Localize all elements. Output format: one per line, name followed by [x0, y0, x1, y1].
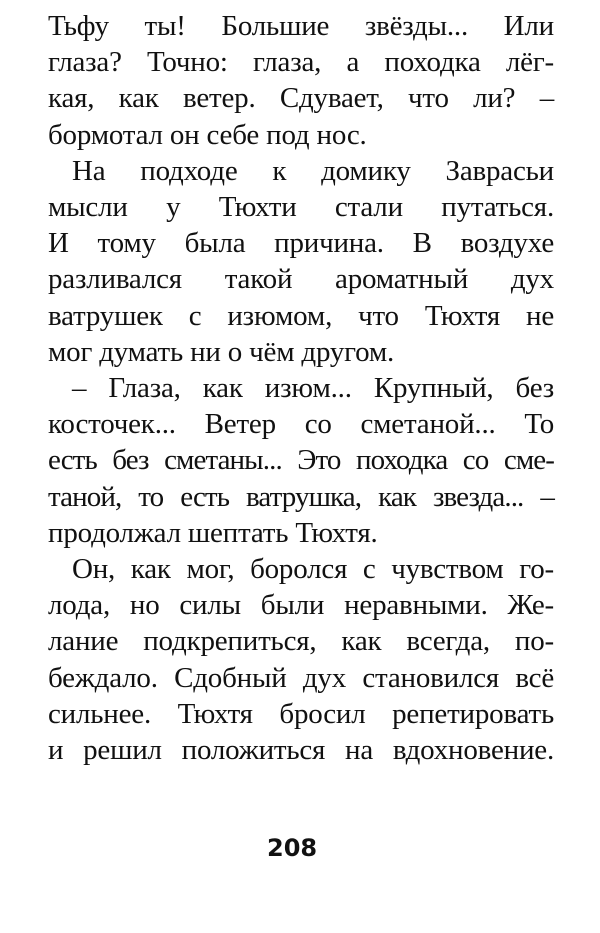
- text-line: Он, как мог, боролся с чувством го-: [72, 553, 554, 586]
- text-line: бормотал он себе под нос.: [48, 118, 367, 151]
- body-text: [48, 8, 554, 768]
- text-line: Тьфу ты! Большие звёзды... Или: [48, 10, 554, 42]
- text-line: На подходе к домику Заврасьи: [72, 154, 554, 187]
- text-line: разливался такой ароматный дух: [48, 263, 554, 296]
- text-line: есть без сметаны... Это походка со сме-: [48, 444, 554, 477]
- paragraph: [48, 153, 554, 370]
- text-line: мог думать ни о чём другом.: [48, 335, 395, 368]
- text-line: глаза? Точно: глаза, а походка лёг-: [48, 46, 554, 79]
- text-line: сильнее. Тюхтя бросил репетировать: [48, 697, 554, 730]
- paragraph: [48, 551, 554, 768]
- text-line: лода, но силы были неравными. Же-: [48, 589, 554, 622]
- text-line: мысли у Тюхти стали путаться.: [48, 191, 554, 224]
- text-line: и решил положиться на вдохновение.: [48, 734, 554, 767]
- paragraph: [48, 8, 554, 153]
- text-line: продолжал шептать Тюхтя.: [48, 516, 378, 549]
- text-line: И тому была причина. В воздухе: [48, 227, 554, 260]
- text-line: косточек... Ветер со сметаной... То: [48, 408, 554, 441]
- text-line: таной, то есть ватрушка, как звезда... –: [48, 480, 554, 513]
- paragraph: [48, 370, 554, 551]
- text-line: лание подкрепиться, как всегда, по-: [48, 625, 554, 658]
- text-line: – Глаза, как изюм... Крупный, без: [72, 372, 554, 405]
- text-line: ватрушек с изюмом, что Тюхтя не: [48, 299, 554, 332]
- page-number: 208: [267, 834, 318, 862]
- text-line: беждало. Сдобный дух становился всё: [48, 661, 554, 694]
- text-line: кая, как ветер. Сдувает, что ли? –: [48, 82, 554, 115]
